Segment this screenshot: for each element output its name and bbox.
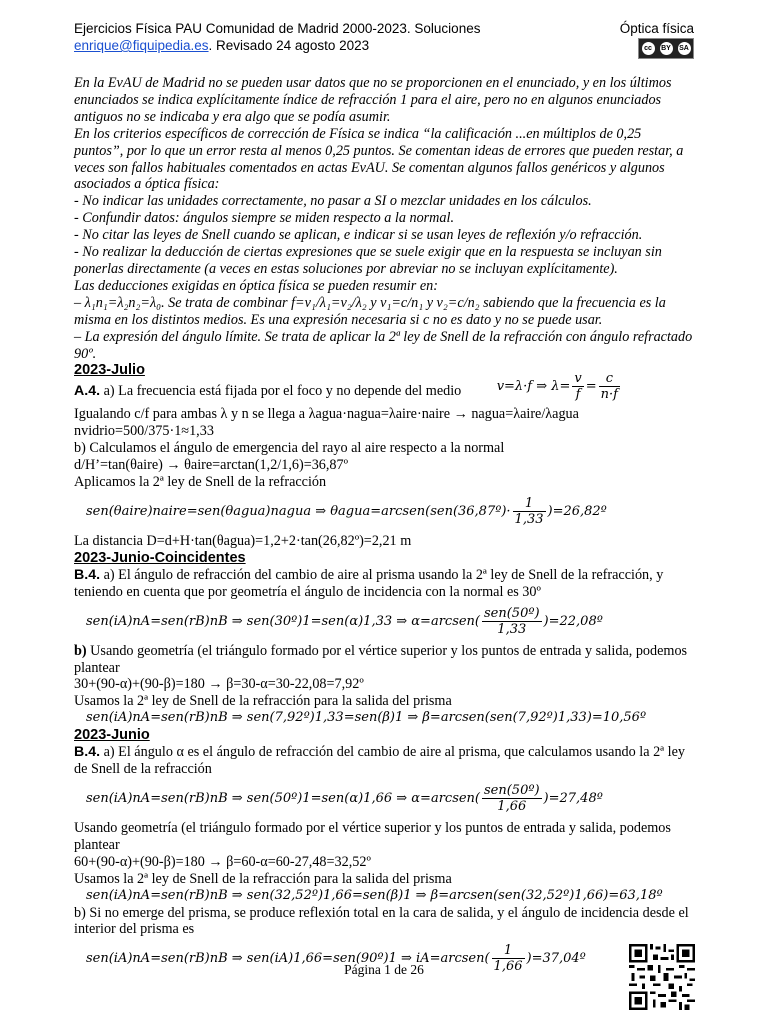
fraction-num: 1 [492, 943, 525, 959]
revision-date: . Revisado 24 agosto 2023 [208, 38, 370, 53]
solution-line: b) Si no emerge del prisma, se produce reflexión total en la cara de salida, y el ángulo de incidencia desde el interior del prisma es [74, 904, 689, 938]
exercise-line [74, 371, 694, 403]
exercise-line [74, 567, 694, 601]
section-title: 2023-Junio [74, 727, 150, 744]
intro-paragraph: En la EvAU de Madrid no se pueden usar datos que no se proporcionen en el enunciado, y en los últimos enunciados se indica explícitamente índice de refracción 1 para el aire, pero no en algunos enunciados antiguos no se indicaba y era algo que se podía asumir. [74, 75, 672, 125]
header-meta [74, 37, 694, 54]
solution-line [74, 643, 694, 677]
solution-line: Usando geometría (el triángulo formado por el vértice superior y los puntos de entrada y salida, podemos plantear [74, 820, 671, 853]
fraction [513, 496, 546, 527]
solution-line: d/H’=tan(θaire) → θaire=arctan(1,2/1,6)=36,87º [74, 457, 349, 474]
fraction-den: f [575, 387, 581, 403]
header-title: Ejercicios Física PAU Comunidad de Madrid 2000-2023. Soluciones [74, 21, 481, 36]
exercise-label: A.4. [74, 383, 101, 400]
fraction-num: 1 [513, 496, 546, 512]
intro-item: - No citar las leyes de Snell cuando se aplican, e indicar si se usan leyes de reflexión y/o refracción. [74, 227, 643, 244]
section-title: 2023-Julio [74, 362, 145, 379]
fraction-den: 1,66 [493, 959, 523, 975]
solution-line: 60+(90-α)+(90-β)=180 → β=60-α=60-27,48=32,52º [74, 853, 371, 870]
eq-text: )=26,82º [547, 503, 607, 519]
intro-paragraph: Las deducciones exigidas en óptica física se pueden resumir en: [74, 277, 438, 294]
creative-commons-by-sa-icon: cc BY SA [638, 38, 694, 59]
equation [86, 491, 694, 533]
fraction [572, 371, 583, 402]
intro-paragraph: En los criterios específicos de corrección de Física se indica “la calificación ...en múltiplos de 0,25 puntos”, por lo que un error resta al menos 0,25 puntos. Se comentan ideas de errores que pueden restar, a veces son fallos habituales comentados en actas EvAU. Se comentan algunos fallos genéricos y algunos asociados a óptica física: [74, 125, 684, 193]
intro-item: – La expresión del ángulo límite. Se trata de aplicar la 2ª ley de Snell de la refracción con ángulo refractado 90º. [74, 328, 693, 362]
fraction [599, 371, 620, 402]
eq-text: v=λ·f ⇒ λ= [496, 379, 571, 395]
solution-line: b) Calculamos el ángulo de emergencia del rayo al aire respecto a la normal [74, 440, 505, 457]
fraction-den: n·f [600, 387, 618, 403]
eq-text: )=37,04º [526, 951, 586, 967]
eq-text: sen(θaire)naire=sen(θagua)nagua ⇒ θagua=arcsen(sen(36,87º)· [86, 503, 511, 519]
fraction-den: 1,66 [497, 799, 527, 814]
fraction-num: c [599, 371, 620, 387]
intro-item: - No realizar la deducción de ciertas expresiones que se suele exigir que en la respuesta se incluyan sin ponerlas directamente (a veces en estas soluciones por abreviar no se incluyan explícitamente). [74, 244, 662, 277]
exercise-text: a) La frecuencia está fijada por el foco y no depende del medio [100, 383, 462, 400]
header-topic: Óptica física [619, 21, 694, 36]
fraction-den: 1,33 [497, 621, 527, 637]
eq-text: )=27,48º [543, 791, 603, 806]
fraction-num: sen(50º) [484, 605, 540, 621]
exercise-label: B.4. [74, 744, 101, 761]
solution-line: Aplicamos la 2ª ley de Snell de la refracción [74, 474, 327, 491]
fraction-num: v [574, 371, 582, 387]
equation [86, 601, 694, 643]
exercise-text: a) El ángulo de refracción del cambio de aire al prisma usando la 2ª ley de Snell de la refracción, y teniendo en cuenta que por geometría el ángulo de incidencia con la normal es 30º [74, 566, 664, 600]
solution-line: 30+(90-α)+(90-β)=180 → β=30-α=30-22,08=7,92º [74, 676, 364, 693]
part-label: b) [74, 642, 87, 659]
fraction [482, 606, 542, 637]
eq-text: sen(iA)nA=sen(rB)nB ⇒ sen(iA)1,66=sen(90º)1 ⇒ iA=arcsen( [86, 951, 490, 967]
eq-text: sen(iA)nA=sen(rB)nB ⇒ sen(30º)1=sen(α)1,33 ⇒ α=arcsen( [86, 613, 480, 629]
solution-line: La distancia D=d+H·tan(θagua)=1,2+2·tan(26,82º)=2,21 m [74, 532, 412, 549]
equation: sen(iA)nA=sen(rB)nB ⇒ sen(32,52º)1,66=sen(β)1 ⇒ β=arcsen(sen(32,52º)1,66)=63,18º [86, 887, 663, 903]
equation [86, 778, 694, 820]
fraction-den: 1,33 [514, 511, 544, 527]
page-header [74, 20, 694, 54]
qr-code-icon[interactable] [629, 944, 695, 1010]
equation: sen(iA)nA=sen(rB)nB ⇒ sen(7,92º)1,33=sen(β)1 ⇒ β=arcsen(sen(7,92º)1,33)=10,56º [86, 710, 647, 726]
intro-notes [74, 75, 694, 362]
fraction [482, 783, 542, 814]
exercise-text: a) El ángulo α es el ángulo de refracción del cambio de aire al prisma, que calculamos usando la 2ª ley de Snell de la refracción [74, 744, 685, 778]
solution-line: Igualando c/f para ambas λ y n se llega a λagua·nagua=λaire·naire → nagua=λaire/λagua nvidrio=500/375·1≈1,33 [74, 406, 579, 440]
eq-text: )=22,08º [543, 613, 603, 629]
intro-item: - Confundir datos: ángulos siempre se miden respecto a la normal. [74, 210, 455, 227]
fraction-num: sen(50º) [484, 783, 540, 798]
solution-line: Usamos la 2ª ley de Snell de la refracción para la salida del prisma [74, 870, 452, 887]
page-number: Página 1 de 26 [344, 962, 424, 977]
solution-line: Usamos la 2ª ley de Snell de la refracción para la salida del prisma [74, 693, 452, 710]
eq-text: sen(iA)nA=sen(rB)nB ⇒ sen(50º)1=sen(α)1,66 ⇒ α=arcsen( [86, 791, 480, 806]
intro-item: – λ₁n₁=λ₂n₂=λ₀. Se trata de combinar f=v₁/λ₁=v₂/λ₂ y v₁=c/n₁ y v₂=c/n₂ sabiendo que la frecuencia es la misma en los distintos medios. Es una expresión necesaria si c no es dato y no se puede usar. [74, 294, 666, 328]
section-title: 2023-Junio-Coincidentes [74, 549, 246, 566]
author-email-link[interactable]: enrique@fiquipedia.es [74, 38, 209, 53]
intro-item: - No indicar las unidades correctamente, no pasar a SI o mezclar unidades en los cálculos. [74, 193, 592, 210]
exercise-line [74, 744, 694, 778]
eq-text: = [585, 379, 597, 395]
solution-text: Usando geometría (el triángulo formado por el vértice superior y los puntos de entrada y salida, podemos plantear [74, 642, 688, 676]
document-body [74, 75, 694, 980]
exercise-label: B.4. [74, 566, 101, 583]
equation [497, 371, 622, 402]
